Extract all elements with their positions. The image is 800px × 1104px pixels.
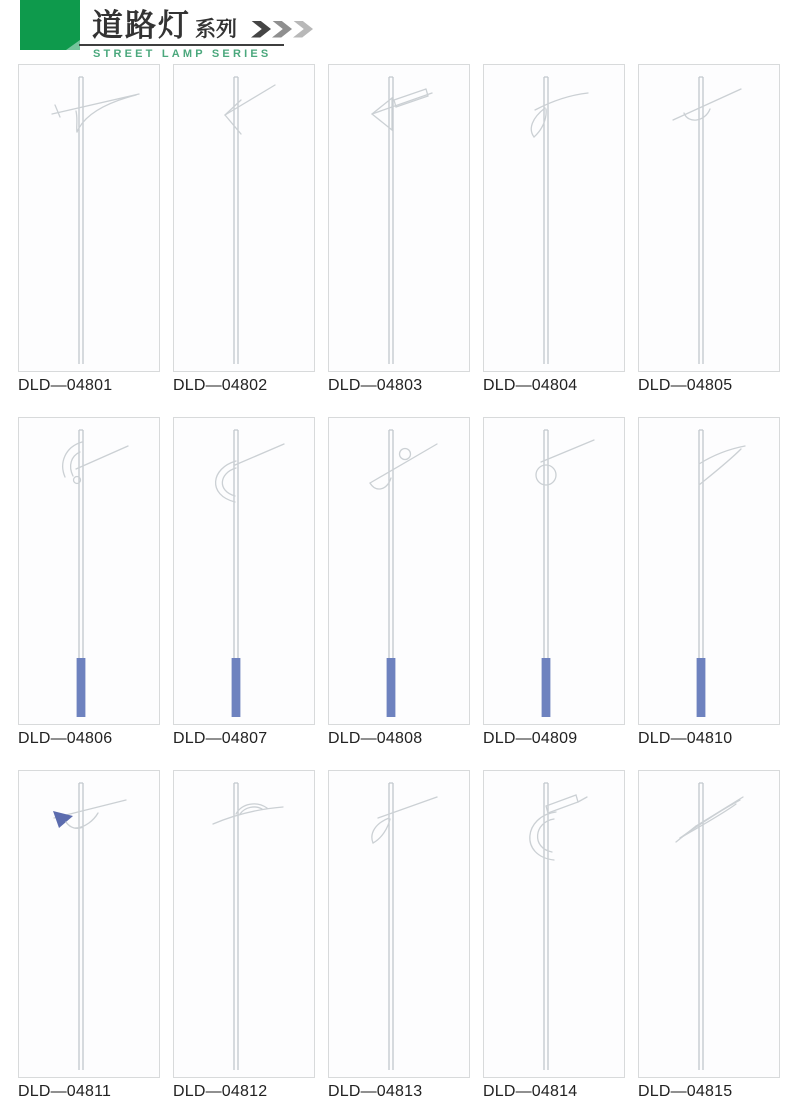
lamp-image-frame xyxy=(638,770,780,1078)
lamp-image-frame xyxy=(173,64,315,372)
street-lamp-drawing xyxy=(329,65,469,371)
lamp-image-frame xyxy=(483,64,625,372)
street-lamp-drawing xyxy=(484,65,624,371)
product-card xyxy=(483,64,625,395)
product-code: DLD—04804 xyxy=(483,377,578,394)
product-code: DLD—04803 xyxy=(328,377,423,394)
product-card xyxy=(483,417,625,748)
product-code: DLD—04801 xyxy=(18,377,113,394)
product-code: DLD—04805 xyxy=(638,377,733,394)
lamp-image-frame xyxy=(173,417,315,725)
street-lamp-drawing xyxy=(19,771,159,1077)
product-code: DLD—04806 xyxy=(18,730,113,747)
product-code: DLD—04815 xyxy=(638,1083,733,1100)
product-card xyxy=(638,64,780,395)
lamp-image-frame xyxy=(638,64,780,372)
street-lamp-drawing xyxy=(174,65,314,371)
product-code: DLD—04812 xyxy=(173,1083,268,1100)
product-card xyxy=(18,770,160,1101)
lamp-image-frame xyxy=(18,64,160,372)
product-card xyxy=(18,64,160,395)
brand-green-square xyxy=(20,0,80,50)
product-code: DLD—04814 xyxy=(483,1083,578,1100)
lamp-image-frame xyxy=(173,770,315,1078)
street-lamp-drawing xyxy=(174,771,314,1077)
product-code: DLD—04802 xyxy=(173,377,268,394)
street-lamp-drawing xyxy=(19,418,159,724)
street-lamp-drawing xyxy=(329,771,469,1077)
street-lamp-drawing xyxy=(639,771,779,1077)
product-card xyxy=(328,770,470,1101)
lamp-image-frame xyxy=(638,417,780,725)
product-grid xyxy=(18,64,788,1101)
street-lamp-drawing xyxy=(484,771,624,1077)
lamp-image-frame xyxy=(483,770,625,1078)
street-lamp-drawing xyxy=(19,65,159,371)
product-card xyxy=(18,417,160,748)
lamp-image-frame xyxy=(328,770,470,1078)
header-rule xyxy=(79,44,284,46)
series-title-row xyxy=(92,8,314,44)
product-card xyxy=(173,417,315,748)
product-card xyxy=(173,770,315,1101)
series-title-suffix-cn: 系列 xyxy=(195,18,237,41)
triple-chevron-icon xyxy=(251,21,314,38)
lamp-image-frame xyxy=(18,770,160,1078)
street-lamp-drawing xyxy=(484,418,624,724)
product-card xyxy=(328,417,470,748)
series-subtitle-en: STREET LAMP SERIES xyxy=(93,48,272,60)
product-card xyxy=(328,64,470,395)
product-code: DLD—04811 xyxy=(18,1083,112,1100)
lamp-image-frame xyxy=(18,417,160,725)
series-title-cn: 道路灯 xyxy=(92,8,191,43)
street-lamp-drawing xyxy=(174,418,314,724)
street-lamp-drawing xyxy=(329,418,469,724)
product-card xyxy=(638,417,780,748)
street-lamp-drawing xyxy=(639,418,779,724)
product-code: DLD—04807 xyxy=(173,730,268,747)
product-card xyxy=(638,770,780,1101)
corner-notch xyxy=(66,40,80,50)
product-card xyxy=(483,770,625,1101)
product-code: DLD—04813 xyxy=(328,1083,423,1100)
product-code: DLD—04808 xyxy=(328,730,423,747)
lamp-image-frame xyxy=(328,64,470,372)
lamp-image-frame xyxy=(483,417,625,725)
product-code: DLD—04810 xyxy=(638,730,733,747)
lamp-image-frame xyxy=(328,417,470,725)
product-code: DLD—04809 xyxy=(483,730,578,747)
product-card xyxy=(173,64,315,395)
street-lamp-drawing xyxy=(639,65,779,371)
